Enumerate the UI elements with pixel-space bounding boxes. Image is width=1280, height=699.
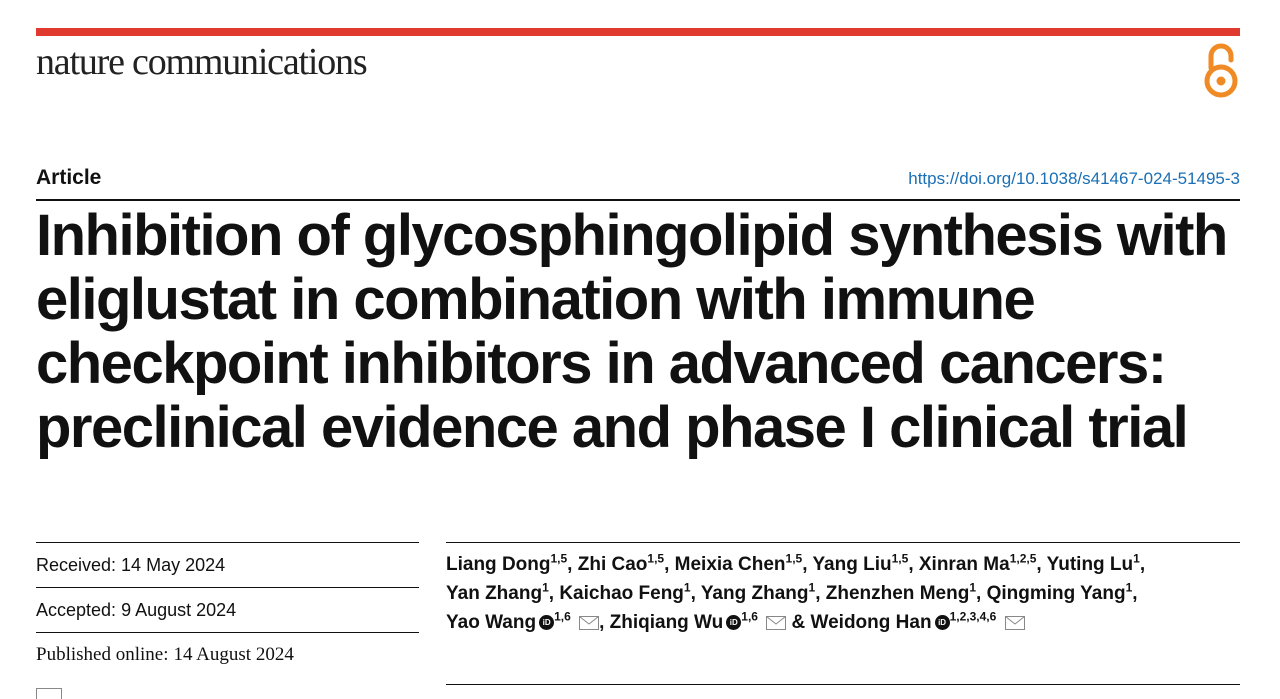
published-value: 14 August 2024 [173, 644, 294, 665]
author-name[interactable]: Yan Zhang [446, 583, 543, 604]
author-name[interactable]: Weidong Han [810, 612, 932, 633]
author-affiliation: 1 [683, 580, 691, 595]
author-name[interactable]: Yuting Lu [1046, 554, 1134, 575]
author-name[interactable]: Kaichao Feng [559, 583, 684, 604]
author-separator: , [690, 583, 701, 604]
orcid-icon[interactable]: iD [539, 615, 554, 630]
article-dates [36, 542, 419, 677]
open-access-icon [1200, 42, 1242, 100]
header-divider [36, 199, 1240, 201]
published-label: Published online: [36, 644, 169, 665]
journal-name[interactable]: nature communications [36, 41, 367, 83]
author-separator: , [908, 554, 919, 575]
author-separator: & [786, 612, 811, 633]
article-type: Article [36, 166, 102, 189]
doi-link[interactable]: https://doi.org/10.1038/s41467-024-51495-3 [908, 169, 1240, 188]
journal-accent-bar [36, 28, 1240, 36]
accepted-date [36, 587, 419, 632]
received-label: Received: [36, 554, 117, 575]
author-affiliation: 1 [542, 580, 549, 595]
author-name[interactable]: Yao Wang [446, 612, 537, 633]
author-line-1 [446, 550, 1246, 579]
author-name[interactable]: Zhi Cao [577, 554, 648, 575]
author-line-2 [446, 579, 1246, 608]
author-line-3 [446, 608, 1246, 637]
author-list [446, 550, 1246, 637]
email-icon[interactable] [1005, 616, 1025, 630]
author-affiliation: 1 [1125, 580, 1133, 595]
received-date [36, 542, 419, 587]
author-separator: , [1139, 554, 1146, 575]
author-affiliation: 1,6 [741, 609, 758, 624]
author-affiliation: 1,6 [554, 609, 571, 624]
published-date [36, 632, 419, 677]
author-affiliation: 1 [808, 580, 816, 595]
email-icon[interactable] [766, 616, 786, 630]
author-separator: , [1132, 583, 1138, 604]
author-separator: , [567, 554, 578, 575]
author-name[interactable]: Yang Zhang [700, 583, 809, 604]
authors-divider-top [446, 542, 1240, 543]
author-name[interactable]: Meixia Chen [674, 554, 786, 575]
author-separator: , [599, 612, 610, 633]
author-affiliation: 1,2,5 [1009, 551, 1037, 566]
author-affiliation: 1,2,3,4,6 [949, 609, 997, 624]
orcid-icon[interactable]: iD [935, 615, 950, 630]
authors-divider-bottom [446, 684, 1240, 685]
accepted-label: Accepted: [36, 599, 117, 620]
author-name[interactable]: Xinran Ma [918, 554, 1010, 575]
accepted-value: 9 August 2024 [121, 599, 237, 620]
author-separator: , [1036, 554, 1047, 575]
email-icon[interactable] [579, 616, 599, 630]
received-value: 14 May 2024 [121, 554, 226, 575]
author-affiliation: 1 [1133, 551, 1140, 566]
author-name[interactable]: Yang Liu [812, 554, 892, 575]
author-affiliation: 1,5 [647, 551, 665, 566]
author-name[interactable]: Liang Dong [446, 554, 551, 575]
orcid-icon[interactable]: iD [726, 615, 741, 630]
author-name[interactable]: Zhenzhen Meng [825, 583, 970, 604]
author-affiliation: 1,5 [785, 551, 803, 566]
author-separator: , [976, 583, 987, 604]
author-separator: , [802, 554, 813, 575]
author-separator: , [815, 583, 826, 604]
author-affiliation: 1 [969, 580, 976, 595]
author-name[interactable]: Qingming Yang [986, 583, 1126, 604]
author-affiliation: 1,5 [550, 551, 568, 566]
article-title: Inhibition of glycosphingolipid synthesis with eliglustat in combination with immune checkpoint inhibitors in advanced cancers: preclinical evidence and phase I clinical trial [36, 203, 1227, 460]
author-separator: , [548, 583, 560, 604]
author-separator: , [664, 554, 675, 575]
author-affiliation: 1,5 [891, 551, 909, 566]
author-name[interactable]: Zhiqiang Wu [609, 612, 724, 633]
